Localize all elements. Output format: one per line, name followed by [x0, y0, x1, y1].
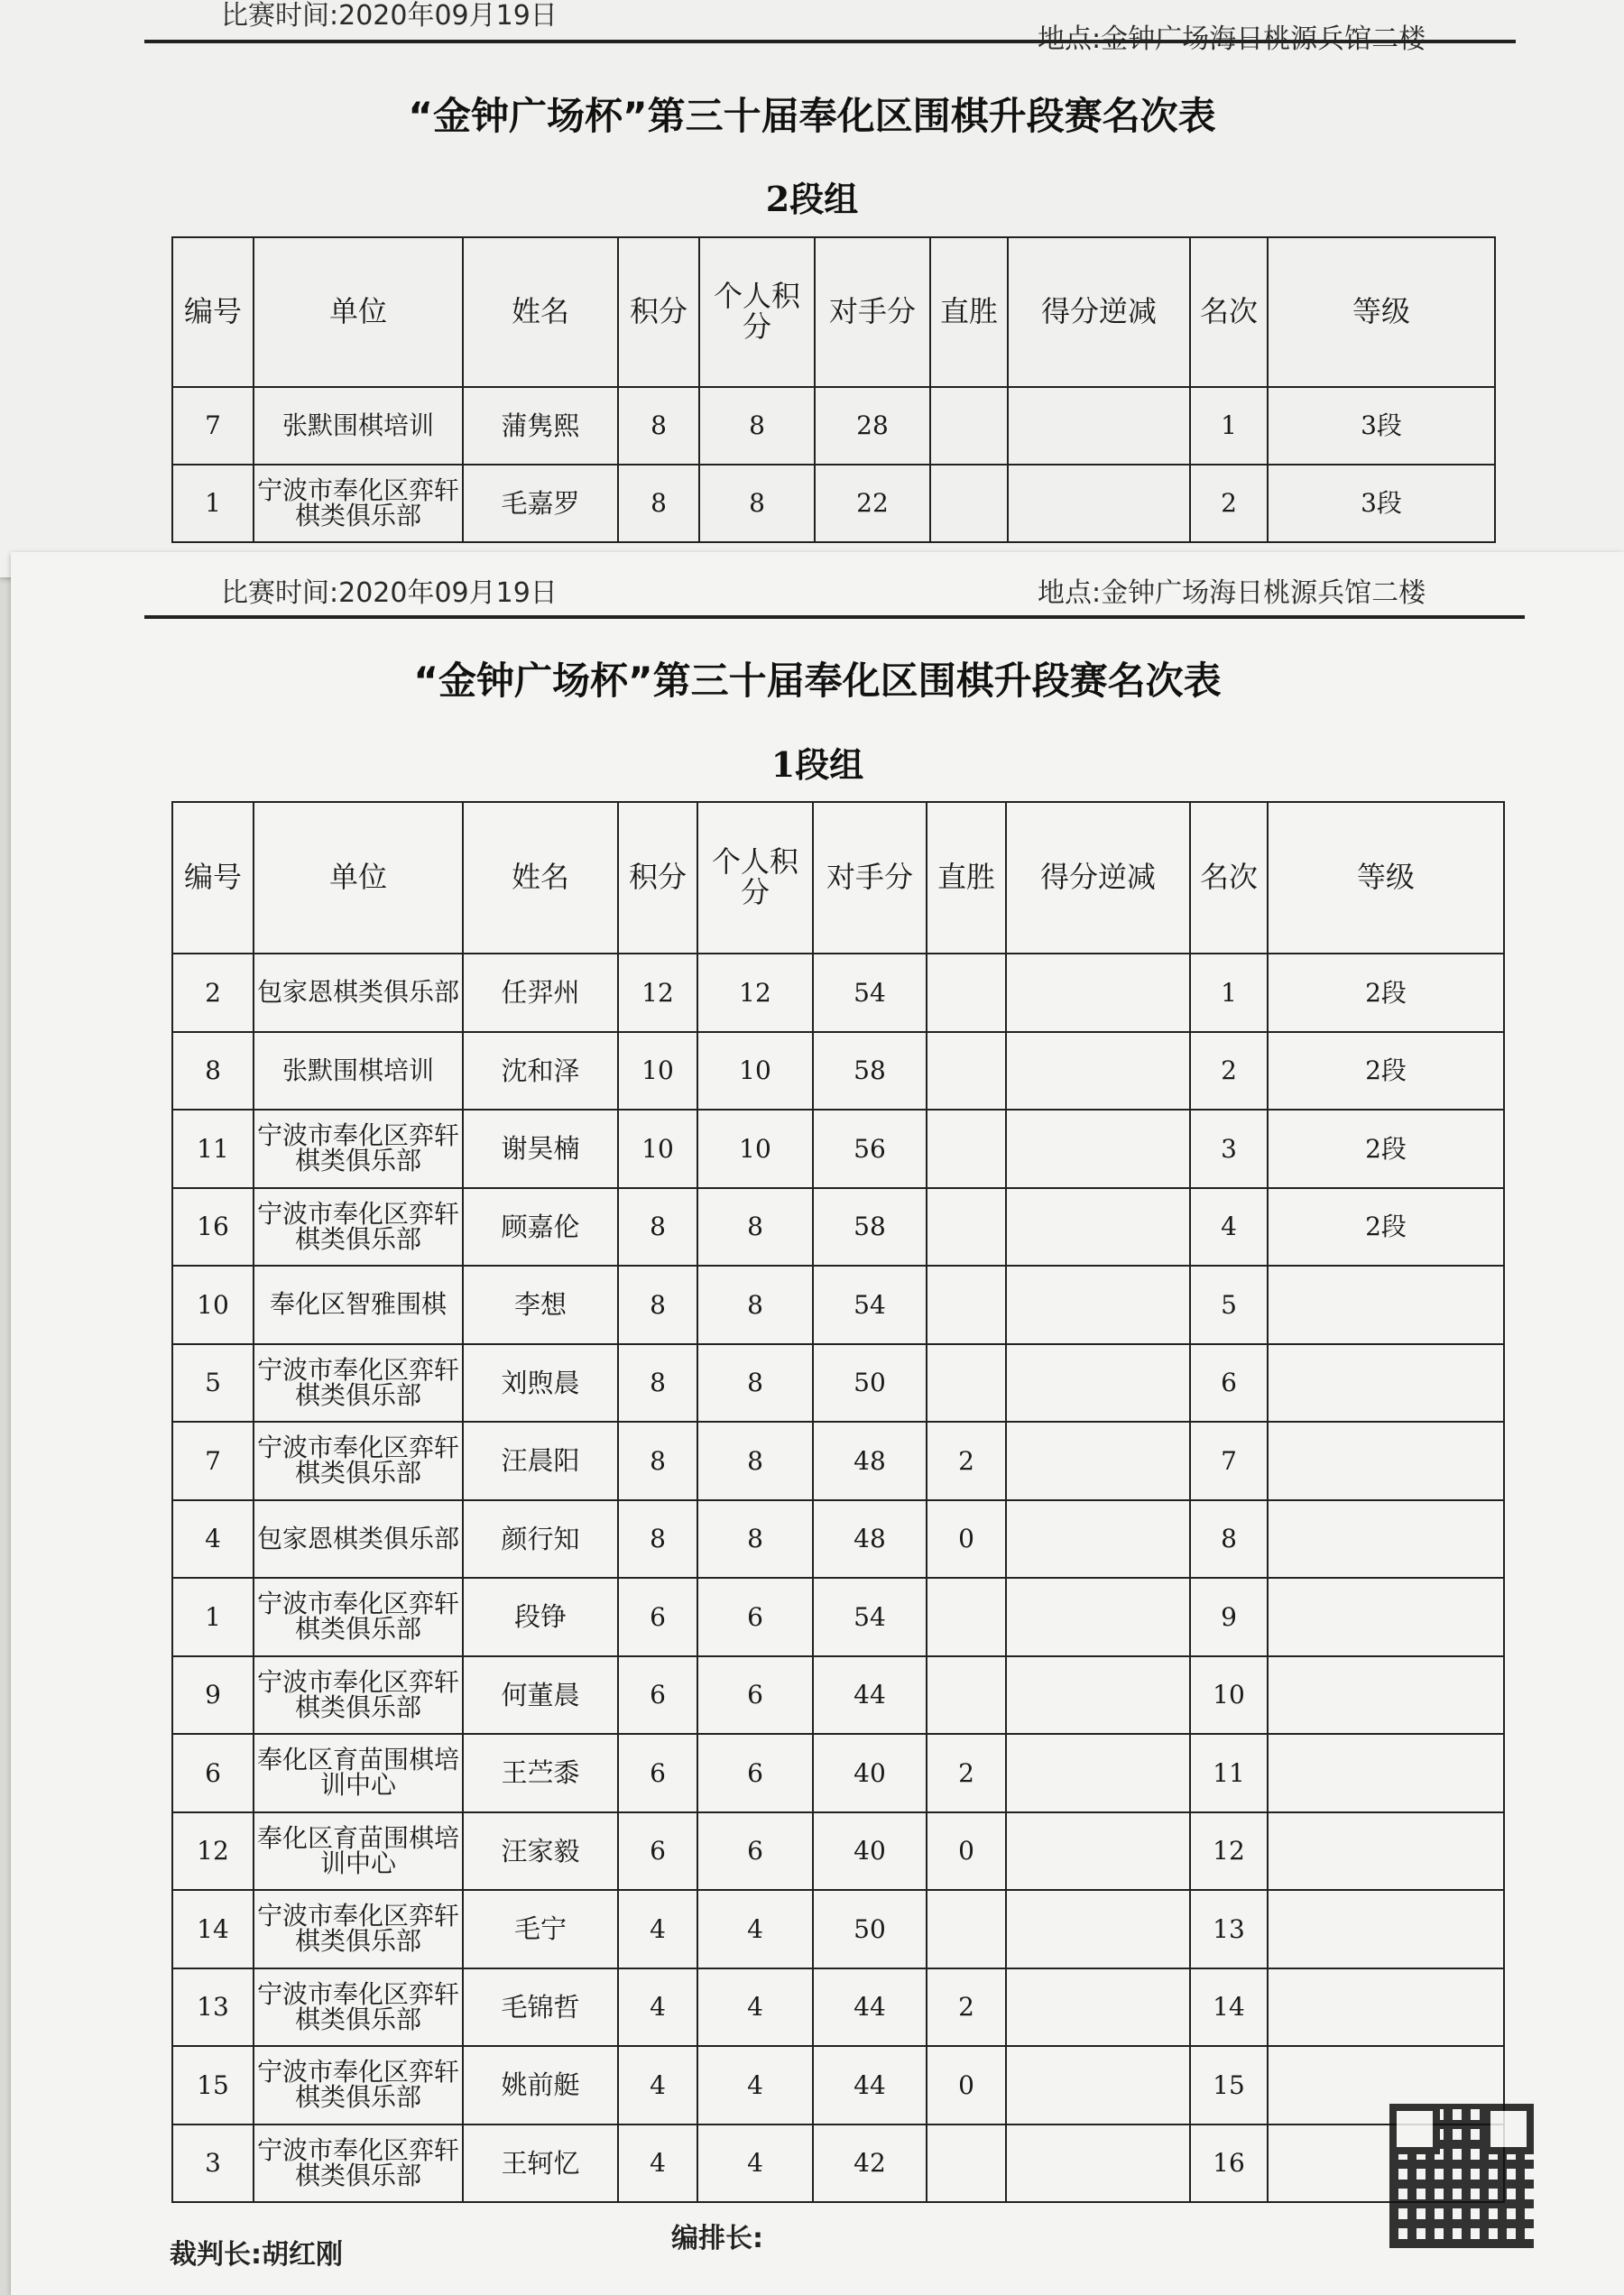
- match-place: [1038, 16, 1426, 56]
- cell-rank: 12: [1190, 1812, 1268, 1891]
- cell-personal-points: 10: [697, 1110, 813, 1188]
- table-row: [172, 1422, 1504, 1500]
- cell-personal-points: 6: [697, 1812, 813, 1891]
- cell-rank: 6: [1190, 1344, 1268, 1423]
- cell-opponent-points: 44: [813, 1968, 927, 2047]
- cell-direct-win: [927, 1578, 1006, 1656]
- header-col-unit: 单位: [254, 237, 463, 387]
- cell-direct-win: [927, 1110, 1006, 1188]
- cell-unit: 张默围棋培训: [254, 387, 463, 465]
- cell-score-reverse: [1006, 1344, 1190, 1423]
- cell-name: 毛锦哲: [463, 1968, 618, 2047]
- cell-points: 8: [618, 1422, 697, 1500]
- cell-rank: 2: [1190, 1032, 1268, 1111]
- cell-grade: 3段: [1268, 465, 1495, 542]
- cell-opponent-points: 48: [813, 1422, 927, 1500]
- referee-label: 裁判长:胡红刚: [170, 2239, 343, 2271]
- cell-number: 8: [172, 1032, 254, 1111]
- cell-points: 8: [618, 465, 699, 542]
- cell-rank: 9: [1190, 1578, 1268, 1656]
- cell-grade: 2段: [1268, 1032, 1504, 1111]
- cell-rank: 15: [1190, 2046, 1268, 2124]
- cell-unit: 奉化区育苗围棋培训中心: [254, 1734, 463, 1812]
- cell-name: 王轲忆: [463, 2124, 618, 2203]
- header-rule: [144, 615, 1525, 619]
- cell-direct-win: [927, 1890, 1006, 1968]
- cell-personal-points: 6: [697, 1656, 813, 1735]
- cell-grade: 2段: [1268, 1188, 1504, 1267]
- table-row: [172, 954, 1504, 1032]
- cell-rank: 10: [1190, 1656, 1268, 1735]
- cell-points: 8: [618, 387, 699, 465]
- cell-grade: [1268, 1968, 1504, 2047]
- cell-number: 15: [172, 2046, 254, 2124]
- header-col-points: 积分: [618, 237, 699, 387]
- cell-unit: 包家恩棋类俱乐部: [254, 1500, 463, 1579]
- cell-score-reverse: [1006, 2046, 1190, 2124]
- cell-score-reverse: [1006, 1968, 1190, 2047]
- cell-number: 11: [172, 1110, 254, 1188]
- cell-direct-win: [927, 1656, 1006, 1735]
- cell-opponent-points: 28: [815, 387, 930, 465]
- cell-number: 14: [172, 1890, 254, 1968]
- cell-name: 汪晨阳: [463, 1422, 618, 1500]
- table-row: [172, 1578, 1504, 1656]
- cell-grade: 2段: [1268, 954, 1504, 1032]
- cell-name: 姚前艇: [463, 2046, 618, 2124]
- table-row: [172, 1188, 1504, 1267]
- cell-opponent-points: 54: [813, 954, 927, 1032]
- header-col-direct-win: 直胜: [927, 802, 1006, 954]
- cell-personal-points: 6: [697, 1578, 813, 1656]
- cell-score-reverse: [1006, 2124, 1190, 2203]
- cell-score-reverse: [1006, 1032, 1190, 1111]
- cell-direct-win: [927, 1266, 1006, 1344]
- cell-grade: [1268, 1500, 1504, 1579]
- cell-score-reverse: [1006, 1656, 1190, 1735]
- cell-score-reverse: [1006, 1110, 1190, 1188]
- cell-name: 毛宁: [463, 1890, 618, 1968]
- header-col-unit: 单位: [254, 802, 463, 954]
- cell-opponent-points: 22: [815, 465, 930, 542]
- cell-number: 1: [172, 1578, 254, 1656]
- cell-personal-points: 6: [697, 1734, 813, 1812]
- cell-points: 6: [618, 1578, 697, 1656]
- cell-personal-points: 4: [697, 2046, 813, 2124]
- header-col-rank: 名次: [1190, 802, 1268, 954]
- cell-unit: 宁波市奉化区弈轩棋类俱乐部: [254, 1110, 463, 1188]
- cell-opponent-points: 54: [813, 1578, 927, 1656]
- cell-opponent-points: 44: [813, 2046, 927, 2124]
- cell-opponent-points: 54: [813, 1266, 927, 1344]
- header-col-name: 姓名: [463, 802, 618, 954]
- cell-grade: [1268, 1812, 1504, 1891]
- table-row: [172, 2046, 1504, 2124]
- cell-rank: 16: [1190, 2124, 1268, 2203]
- cell-score-reverse: [1006, 954, 1190, 1032]
- qr-code-icon: [1389, 2104, 1534, 2248]
- cell-points: 4: [618, 1890, 697, 1968]
- table-row: [172, 465, 1495, 542]
- back-sheet: [0, 0, 1624, 577]
- cell-name: 何董晨: [463, 1656, 618, 1735]
- cell-number: 1: [172, 465, 254, 542]
- match-time: 比赛时间:2020年09月19日: [221, 577, 558, 609]
- header-col-grade: 等级: [1268, 237, 1495, 387]
- cell-rank: 13: [1190, 1890, 1268, 1968]
- cell-score-reverse: [1008, 465, 1190, 542]
- cell-score-reverse: [1006, 1812, 1190, 1891]
- cell-name: 任羿州: [463, 954, 618, 1032]
- header-col-number: 编号: [172, 237, 254, 387]
- cell-number: 5: [172, 1344, 254, 1423]
- match-place: 地点:金钟广场海日桃源兵馆二楼: [1038, 577, 1426, 609]
- cell-opponent-points: 48: [813, 1500, 927, 1579]
- cell-personal-points: 4: [697, 2124, 813, 2203]
- cell-unit: 宁波市奉化区弈轩棋类俱乐部: [254, 1344, 463, 1423]
- cell-grade: [1268, 1890, 1504, 1968]
- cell-points: 8: [618, 1500, 697, 1579]
- cell-personal-points: 8: [697, 1500, 813, 1579]
- cell-rank: 4: [1190, 1188, 1268, 1267]
- cell-personal-points: 8: [697, 1266, 813, 1344]
- cell-number: 12: [172, 1812, 254, 1891]
- header-col-opponent-points: 对手分: [815, 237, 930, 387]
- cell-rank: 1: [1190, 954, 1268, 1032]
- cell-points: 8: [618, 1188, 697, 1267]
- cell-personal-points: 8: [699, 387, 815, 465]
- cell-number: 10: [172, 1266, 254, 1344]
- cell-number: 4: [172, 1500, 254, 1579]
- cell-personal-points: 4: [697, 1968, 813, 2047]
- group-title: 1段组: [770, 744, 864, 785]
- cell-grade: [1268, 1656, 1504, 1735]
- cell-name: 顾嘉伦: [463, 1188, 618, 1267]
- cell-number: 7: [172, 387, 254, 465]
- match-time: 比赛时间:2020年09月19日: [221, 0, 558, 32]
- cell-grade: [1268, 1734, 1504, 1812]
- arranger-label: 编排长:: [671, 2223, 763, 2254]
- cell-opponent-points: 40: [813, 1734, 927, 1812]
- cell-opponent-points: 50: [813, 1344, 927, 1423]
- cell-score-reverse: [1006, 1734, 1190, 1812]
- cell-name: 李想: [463, 1266, 618, 1344]
- cell-rank: 3: [1190, 1110, 1268, 1188]
- cell-grade: [1268, 1344, 1504, 1423]
- cell-points: 12: [618, 954, 697, 1032]
- cell-points: 4: [618, 2124, 697, 2203]
- cell-direct-win: [930, 465, 1008, 542]
- cell-number: 7: [172, 1422, 254, 1500]
- cell-points: 4: [618, 1968, 697, 2047]
- cell-points: 4: [618, 2046, 697, 2124]
- cell-rank: 7: [1190, 1422, 1268, 1500]
- cell-direct-win: [927, 1032, 1006, 1111]
- cell-opponent-points: 58: [813, 1188, 927, 1267]
- header-col-personal-points: 个人积分: [699, 237, 815, 387]
- cell-score-reverse: [1006, 1266, 1190, 1344]
- cell-direct-win: [927, 2124, 1006, 2203]
- cell-unit: 宁波市奉化区弈轩棋类俱乐部: [254, 2124, 463, 2203]
- cell-direct-win: 0: [927, 1500, 1006, 1579]
- cell-unit: 宁波市奉化区弈轩棋类俱乐部: [254, 1578, 463, 1656]
- table-row: [172, 1968, 1504, 2047]
- cell-direct-win: 2: [927, 1422, 1006, 1500]
- cell-number: 3: [172, 2124, 254, 2203]
- header-col-direct-win: 直胜: [930, 237, 1008, 387]
- cell-opponent-points: 58: [813, 1032, 927, 1111]
- header-col-rank: 名次: [1190, 237, 1268, 387]
- header-rule: [144, 40, 1516, 43]
- sheet-title: “金钟广场杯”第三十届奉化区围棋升段赛名次表: [408, 94, 1216, 138]
- cell-opponent-points: 44: [813, 1656, 927, 1735]
- header-col-number: 编号: [172, 802, 254, 954]
- cell-name: 汪家毅: [463, 1812, 618, 1891]
- cell-grade: 3段: [1268, 387, 1495, 465]
- cell-personal-points: 8: [697, 1422, 813, 1500]
- cell-direct-win: [927, 1344, 1006, 1423]
- cell-grade: [1268, 1578, 1504, 1656]
- cell-score-reverse: [1006, 1422, 1190, 1500]
- cell-grade: 2段: [1268, 1110, 1504, 1188]
- cell-personal-points: 4: [697, 1890, 813, 1968]
- header-col-score-reverse: 得分逆减: [1006, 802, 1190, 954]
- cell-number: 2: [172, 954, 254, 1032]
- cell-direct-win: [927, 954, 1006, 1032]
- cell-points: 6: [618, 1656, 697, 1735]
- table-row: [172, 2124, 1504, 2203]
- cell-direct-win: 0: [927, 1812, 1006, 1891]
- cell-name: 沈和泽: [463, 1032, 618, 1111]
- cell-direct-win: 2: [927, 1734, 1006, 1812]
- cell-unit: 张默围棋培训: [254, 1032, 463, 1111]
- cell-opponent-points: 50: [813, 1890, 927, 1968]
- cell-points: 6: [618, 1812, 697, 1891]
- group-title: 2段组: [765, 179, 859, 219]
- cell-name: 颜行知: [463, 1500, 618, 1579]
- table-row: [172, 1032, 1504, 1111]
- cell-unit: 宁波市奉化区弈轩棋类俱乐部: [254, 1656, 463, 1735]
- cell-number: 6: [172, 1734, 254, 1812]
- front-sheet: [11, 552, 1624, 2295]
- header-col-points: 积分: [618, 802, 697, 954]
- cell-opponent-points: 56: [813, 1110, 927, 1188]
- cell-direct-win: [930, 387, 1008, 465]
- cell-unit: 宁波市奉化区弈轩棋类俱乐部: [254, 1422, 463, 1500]
- cell-rank: 14: [1190, 1968, 1268, 2047]
- cell-personal-points: 10: [697, 1032, 813, 1111]
- cell-points: 8: [618, 1266, 697, 1344]
- cell-score-reverse: [1006, 1890, 1190, 1968]
- header-col-personal-points: 个人积分: [697, 802, 813, 954]
- header-col-opponent-points: 对手分: [813, 802, 927, 954]
- ranking-table-back: [171, 236, 1496, 543]
- table-row: [172, 1110, 1504, 1188]
- cell-number: 9: [172, 1656, 254, 1735]
- ranking-table-front: [171, 801, 1505, 2203]
- cell-number: 13: [172, 1968, 254, 2047]
- cell-name: 段铮: [463, 1578, 618, 1656]
- cell-score-reverse: [1006, 1578, 1190, 1656]
- cell-rank: 2: [1190, 465, 1268, 542]
- cell-unit: 宁波市奉化区弈轩棋类俱乐部: [254, 1188, 463, 1267]
- cell-name: 谢昊楠: [463, 1110, 618, 1188]
- table-row: [172, 1734, 1504, 1812]
- cell-direct-win: 0: [927, 2046, 1006, 2124]
- cell-personal-points: 8: [699, 465, 815, 542]
- cell-unit: 宁波市奉化区弈轩棋类俱乐部: [254, 2046, 463, 2124]
- cell-points: 6: [618, 1734, 697, 1812]
- cell-personal-points: 12: [697, 954, 813, 1032]
- table-row: [172, 387, 1495, 465]
- cell-points: 10: [618, 1110, 697, 1188]
- cell-score-reverse: [1006, 1500, 1190, 1579]
- cell-unit: 宁波市奉化区弈轩棋类俱乐部: [254, 1890, 463, 1968]
- cell-unit: 宁波市奉化区弈轩棋类俱乐部: [254, 1968, 463, 2047]
- cell-personal-points: 8: [697, 1188, 813, 1267]
- header-col-grade: 等级: [1268, 802, 1504, 954]
- cell-number: 16: [172, 1188, 254, 1267]
- cell-name: 毛嘉罗: [463, 465, 618, 542]
- sheet-title: “金钟广场杯”第三十届奉化区围棋升段赛名次表: [413, 659, 1222, 703]
- cell-rank: 8: [1190, 1500, 1268, 1579]
- table-row: [172, 1266, 1504, 1344]
- cell-name: 刘煦晨: [463, 1344, 618, 1423]
- cell-direct-win: [927, 1188, 1006, 1267]
- cell-unit: 宁波市奉化区弈轩棋类俱乐部: [254, 465, 463, 542]
- cell-opponent-points: 42: [813, 2124, 927, 2203]
- cell-grade: [1268, 1266, 1504, 1344]
- header-col-score-reverse: 得分逆减: [1008, 237, 1190, 387]
- cell-unit: 奉化区智雅围棋: [254, 1266, 463, 1344]
- cell-rank: 5: [1190, 1266, 1268, 1344]
- table-row: [172, 1656, 1504, 1735]
- header-col-name: 姓名: [463, 237, 618, 387]
- cell-unit: 奉化区育苗围棋培训中心: [254, 1812, 463, 1891]
- cell-direct-win: 2: [927, 1968, 1006, 2047]
- cell-grade: [1268, 1422, 1504, 1500]
- cell-score-reverse: [1006, 1188, 1190, 1267]
- table-row: [172, 1812, 1504, 1891]
- table-row: [172, 1344, 1504, 1423]
- cell-personal-points: 8: [697, 1344, 813, 1423]
- cell-rank: 11: [1190, 1734, 1268, 1812]
- table-row: [172, 1500, 1504, 1579]
- cell-score-reverse: [1008, 387, 1190, 465]
- table-row: [172, 1890, 1504, 1968]
- cell-points: 10: [618, 1032, 697, 1111]
- cell-rank: 1: [1190, 387, 1268, 465]
- cell-name: 王苎黍: [463, 1734, 618, 1812]
- cell-opponent-points: 40: [813, 1812, 927, 1891]
- cell-points: 8: [618, 1344, 697, 1423]
- cell-unit: 包家恩棋类俱乐部: [254, 954, 463, 1032]
- cell-name: 蒲隽熙: [463, 387, 618, 465]
